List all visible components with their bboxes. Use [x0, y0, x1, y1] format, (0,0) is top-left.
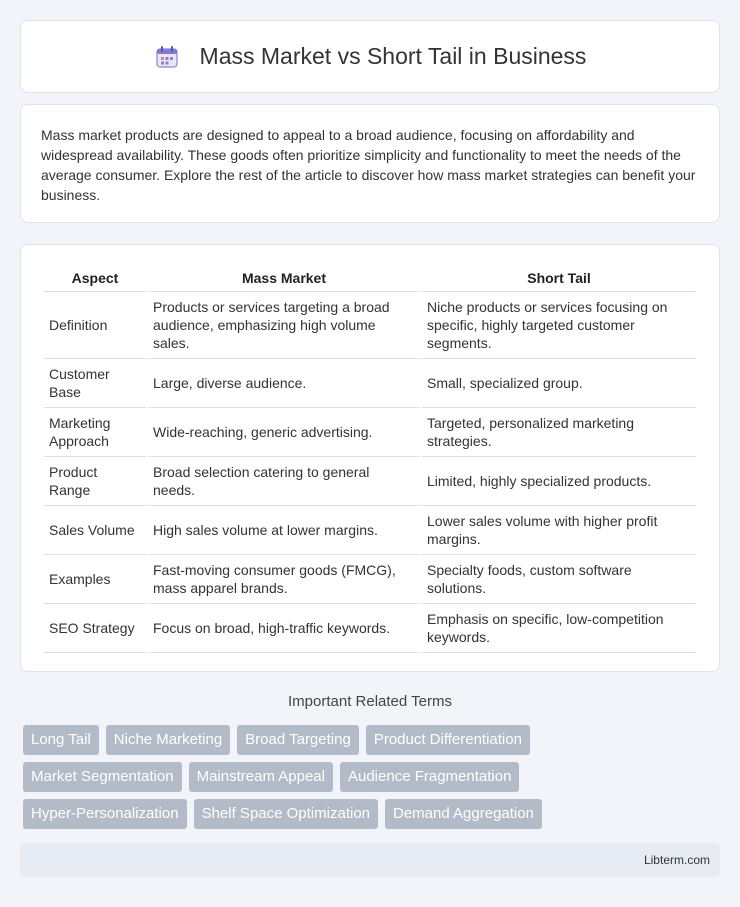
cell-short-tail: Targeted, personalized marketing strategies. — [422, 408, 696, 457]
tag-product-differentiation[interactable]: Product Differentiation — [366, 725, 530, 755]
cell-short-tail: Emphasis on specific, low-competition keywords. — [422, 604, 696, 653]
cell-mass-market: Focus on broad, high-traffic keywords. — [148, 604, 420, 653]
table-header-row — [44, 265, 696, 292]
cell-mass-market: Wide-reaching, generic advertising. — [148, 408, 420, 457]
related-terms-tags — [23, 725, 723, 836]
header-mass-market: Mass Market — [148, 265, 420, 292]
cell-mass-market: Products or services targeting a broad audience, emphasizing high volume sales. — [148, 292, 420, 359]
tag-row — [23, 762, 723, 792]
cell-short-tail: Lower sales volume with higher profit margins. — [422, 506, 696, 555]
table-row — [44, 359, 696, 408]
cell-aspect: Definition — [44, 292, 146, 359]
cell-aspect: Sales Volume — [44, 506, 146, 555]
table-row — [44, 604, 696, 653]
page-title: Mass Market vs Short Tail in Business — [199, 43, 587, 69]
cell-aspect: Marketing Approach — [44, 408, 146, 457]
cell-aspect: SEO Strategy — [44, 604, 146, 653]
intro-card — [20, 104, 720, 223]
cell-short-tail: Specialty foods, custom software solutions. — [422, 555, 696, 604]
tag-hyper-personalization[interactable]: Hyper-Personalization — [23, 799, 187, 829]
cell-mass-market: Large, diverse audience. — [148, 359, 420, 408]
cell-mass-market: Broad selection catering to general needs. — [148, 457, 420, 506]
related-terms-title: Important Related Terms — [288, 693, 452, 710]
calendar-icon — [154, 44, 180, 70]
cell-short-tail: Niche products or services focusing on specific, highly targeted customer segments. — [422, 292, 696, 359]
table-row — [44, 457, 696, 506]
cell-aspect: Examples — [44, 555, 146, 604]
cell-short-tail: Limited, highly specialized products. — [422, 457, 696, 506]
tag-niche-marketing[interactable]: Niche Marketing — [106, 725, 230, 755]
tag-row — [23, 799, 723, 829]
cell-short-tail: Small, specialized group. — [422, 359, 696, 408]
tag-long-tail[interactable]: Long Tail — [23, 725, 99, 755]
header-aspect: Aspect — [44, 265, 146, 292]
tag-audience-fragmentation[interactable]: Audience Fragmentation — [340, 762, 519, 792]
table-row — [44, 408, 696, 457]
comparison-table-card — [20, 244, 720, 672]
cell-aspect: Product Range — [44, 457, 146, 506]
table-row — [44, 292, 696, 359]
header-short-tail: Short Tail — [422, 265, 696, 292]
tag-row — [23, 725, 723, 755]
cell-aspect: Customer Base — [44, 359, 146, 408]
tag-demand-aggregation[interactable]: Demand Aggregation — [385, 799, 542, 829]
cell-mass-market: Fast-moving consumer goods (FMCG), mass apparel brands. — [148, 555, 420, 604]
header-card — [20, 20, 720, 93]
tag-shelf-space-optimization[interactable]: Shelf Space Optimization — [194, 799, 378, 829]
footer — [20, 843, 720, 877]
tag-broad-targeting[interactable]: Broad Targeting — [237, 725, 359, 755]
table-row — [44, 506, 696, 555]
intro-text: Mass market products are designed to appeal to a broad audience, focusing on affordability and widespread availability. These goods often prioritize simplicity and functionality to meet the needs of the average consumer. Explore the rest of the article to discover how mass market strategies can benefit your business. — [41, 127, 696, 203]
cell-mass-market: High sales volume at lower margins. — [148, 506, 420, 555]
table-row — [44, 555, 696, 604]
tag-market-segmentation[interactable]: Market Segmentation — [23, 762, 182, 792]
footer-site-link[interactable]: Libterm.com — [643, 853, 710, 867]
comparison-table — [42, 265, 698, 653]
tag-mainstream-appeal[interactable]: Mainstream Appeal — [189, 762, 333, 792]
